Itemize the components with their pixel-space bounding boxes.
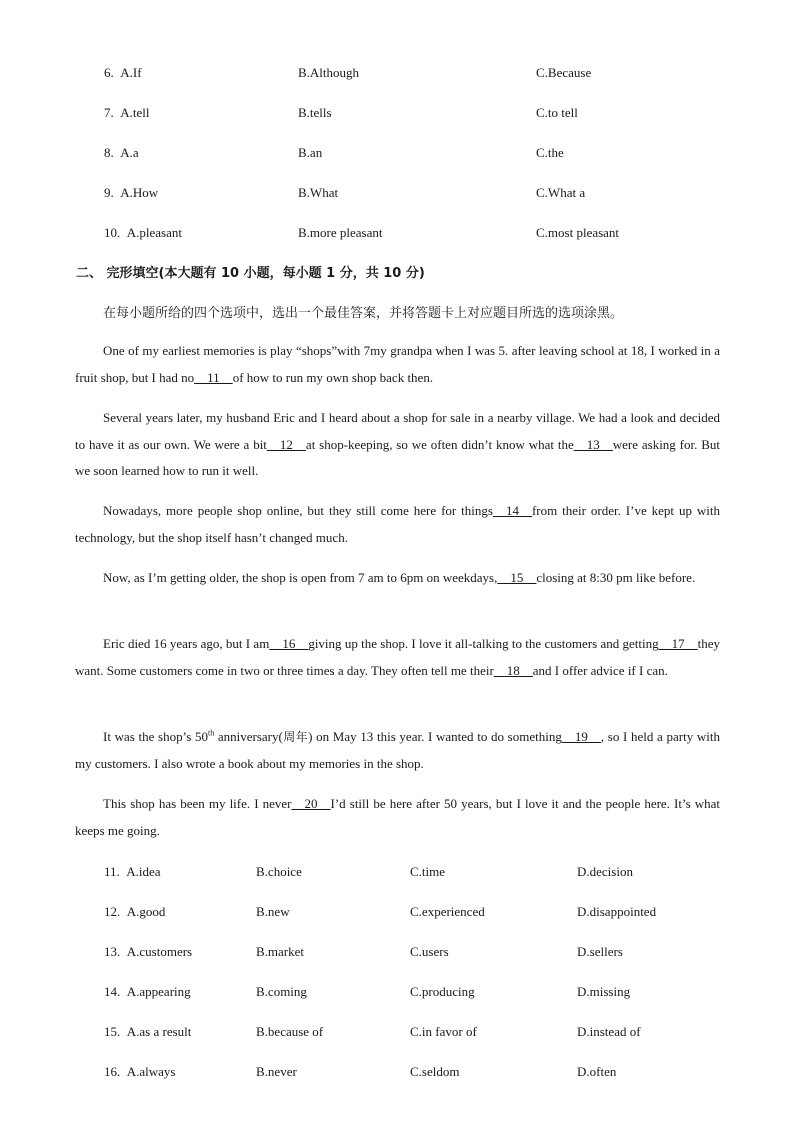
passage-text: ) on May 13 this year. I wanted to do something <box>308 729 562 744</box>
option-c: C.time <box>410 864 446 879</box>
passage-text: closing at 8:30 pm like before. <box>536 570 696 585</box>
option-a-text: A.If <box>120 65 142 80</box>
passage-text: of how to run my own shop back then. <box>232 369 434 385</box>
question-14-options <box>104 984 744 1004</box>
option-a <box>104 864 161 880</box>
question-6-options <box>104 65 764 85</box>
question-number: 9. <box>104 185 114 200</box>
question-number: 10. <box>104 225 121 240</box>
option-b: B.choice <box>256 864 302 879</box>
option-b: B.market <box>256 944 305 959</box>
passage-text: I’d still be here after 50 years, but I love it and the people here. It’s what keeps me going. <box>75 796 720 838</box>
option-b: B.Although <box>298 65 360 80</box>
option-d: D.sellers <box>577 944 623 959</box>
question-12-options <box>104 904 744 924</box>
question-number: 12. <box>104 904 121 919</box>
option-b: B.new <box>256 904 290 919</box>
passage-text: Now, as I’m getting older, the shop is open from 7 am to 6pm on weekdays, <box>103 570 498 585</box>
option-c: C.What a <box>536 185 586 200</box>
option-a <box>104 65 142 81</box>
option-c: C.the <box>536 145 564 160</box>
option-b: B.because of <box>256 1024 324 1039</box>
option-a-text: A.appearing <box>126 984 191 999</box>
passage-text: they want. Some customers come in two or three times a day. They often tell me their <box>75 636 720 678</box>
question-9-options <box>104 185 764 205</box>
question-13-options <box>104 944 744 964</box>
blank-14: __14__ <box>492 503 532 518</box>
option-a <box>104 225 182 241</box>
option-a-text: A.idea <box>126 864 161 879</box>
passage-paragraph-5 <box>75 631 720 684</box>
passage-paragraph-1 <box>75 338 720 391</box>
question-number: 6. <box>104 65 114 80</box>
option-a-text: A.as a result <box>126 1024 192 1039</box>
option-a <box>104 904 165 920</box>
option-b: B.tells <box>298 105 332 120</box>
blank-13: __13__ <box>573 436 613 452</box>
section-title: 二、 完形填空(本大题有 10 小题，每小题 1 分，共 10 分) <box>76 266 425 281</box>
option-a-text: A.a <box>120 145 139 160</box>
superscript: th <box>207 728 215 738</box>
option-b: B.an <box>298 145 323 160</box>
question-7-options <box>104 105 764 125</box>
passage-paragraph-2 <box>75 405 720 485</box>
question-number: 7. <box>104 105 114 120</box>
option-d: D.often <box>577 1064 617 1079</box>
option-d: D.instead of <box>577 1024 641 1039</box>
option-a-text: A.pleasant <box>126 225 182 240</box>
passage-text: giving up the shop. I love it all-talking to the customers and getting <box>308 636 659 651</box>
passage-text: This shop has been my life. I never <box>103 796 292 811</box>
option-d: D.disappointed <box>577 904 657 919</box>
question-8-options <box>104 145 764 165</box>
blank-11: __11__ <box>194 369 233 385</box>
option-b: B.What <box>298 185 339 200</box>
blank-20: __20__ <box>291 796 331 811</box>
option-b: B.more pleasant <box>298 225 383 240</box>
option-a-text: A.tell <box>120 105 150 120</box>
option-a <box>104 944 192 960</box>
question-15-options <box>104 1024 744 1044</box>
passage-text: Several years later, my husband Eric and I heard about a shop for sale in a nearby village. We had a look and decided to have it as our own. We were a bit <box>75 410 720 452</box>
option-c: C.experienced <box>410 904 485 919</box>
passage-text: One of my earliest memories is play “shops”with 7my grandpa when I was 5. after leaving school at 18, I worked in a fruit shop, but I had no <box>75 343 720 385</box>
option-a-text: A.always <box>126 1064 176 1079</box>
option-d: D.missing <box>577 984 631 999</box>
passage-text: were asking for. But we soon learned how to run it well. <box>75 436 720 478</box>
passage-text: anniversary( <box>214 729 283 744</box>
option-a <box>104 1024 191 1040</box>
option-a-text: A.good <box>126 904 166 919</box>
option-b: B.coming <box>256 984 307 999</box>
option-a <box>104 105 150 121</box>
option-c: C.users <box>410 944 449 959</box>
passage-text: and I offer advice if I can. <box>532 662 668 678</box>
question-11-options <box>104 864 744 884</box>
passage-text: , so I held a party with my customers. I also wrote a book about my memories in the shop. <box>75 729 720 771</box>
option-c: C.producing <box>410 984 475 999</box>
question-number: 11. <box>104 864 120 879</box>
blank-18: __18__ <box>493 662 533 678</box>
option-a <box>104 145 139 161</box>
chinese-gloss: 周年 <box>282 730 309 744</box>
section-instruction: 在每小题所给的四个选项中，选出一个最佳答案，并将答题卡上对应题目所选的选项涂黑。 <box>103 306 624 321</box>
blank-12: __12__ <box>266 436 306 452</box>
question-10-options <box>104 225 764 245</box>
blank-17: __17__ <box>658 636 698 651</box>
passage-text: at shop-keeping, so we often didn’t know what the <box>305 436 574 452</box>
question-16-options <box>104 1064 744 1084</box>
option-a <box>104 185 158 201</box>
passage-paragraph-3 <box>75 498 720 551</box>
option-c: C.Because <box>536 65 592 80</box>
question-number: 15. <box>104 1024 121 1039</box>
question-number: 13. <box>104 944 121 959</box>
option-a-text: A.How <box>120 185 159 200</box>
question-number: 8. <box>104 145 114 160</box>
option-c: C.in favor of <box>410 1024 477 1039</box>
option-b: B.never <box>256 1064 297 1079</box>
option-a <box>104 1064 176 1080</box>
passage-text: from their order. I’ve kept up with technology, but the shop itself hasn’t changed much. <box>75 503 720 545</box>
option-d: D.decision <box>577 864 633 879</box>
passage-paragraph-4 <box>75 565 720 592</box>
passage-text: It was the shop’s 50 <box>103 729 208 744</box>
blank-15: __15__ <box>497 570 537 585</box>
passage-text: Eric died 16 years ago, but I am <box>103 636 270 651</box>
option-a <box>104 984 191 1000</box>
blank-16: __16__ <box>269 636 309 651</box>
passage-paragraph-6 <box>75 724 720 777</box>
option-a-text: A.customers <box>126 944 193 959</box>
option-c: C.most pleasant <box>536 225 620 240</box>
passage-paragraph-7 <box>75 791 720 844</box>
question-number: 14. <box>104 984 121 999</box>
passage-text: Nowadays, more people shop online, but they still come here for things <box>103 503 493 518</box>
question-number: 16. <box>104 1064 121 1079</box>
option-c: C.seldom <box>410 1064 460 1079</box>
blank-19: __19__ <box>561 729 601 744</box>
option-c: C.to tell <box>536 105 578 120</box>
